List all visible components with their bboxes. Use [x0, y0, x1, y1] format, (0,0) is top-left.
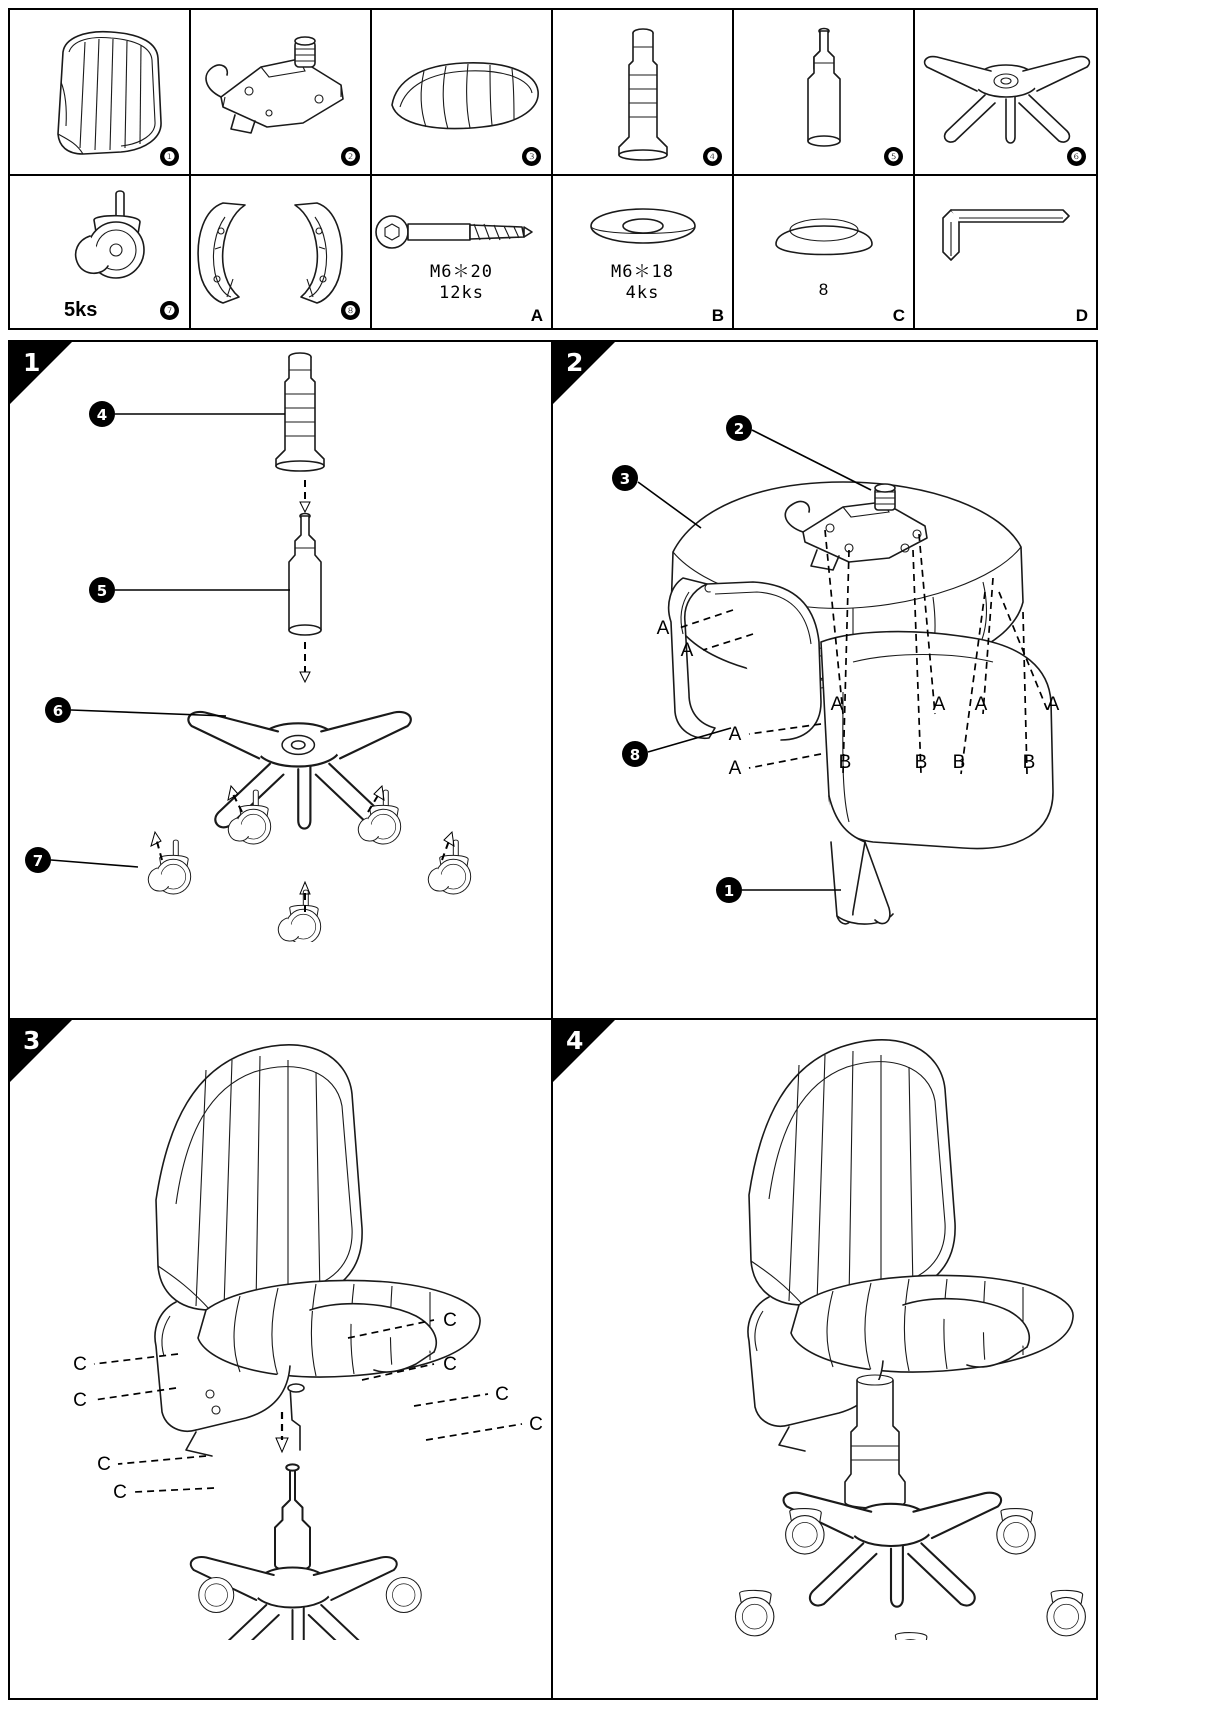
svg-text:A: A [932, 694, 946, 715]
part-cell-tilt-mechanism-plate [191, 10, 372, 176]
part-cell-washer-m6-18 [553, 176, 734, 328]
svg-text:A: A [656, 618, 670, 639]
svg-text:5: 5 [96, 582, 108, 600]
bolt-icon [372, 176, 551, 328]
svg-text:A: A [728, 758, 742, 779]
washer-caption [553, 262, 732, 305]
svg-text:2: 2 [733, 420, 745, 438]
part-cell-five-star-base [915, 10, 1096, 176]
part-marker-8: ❽ [341, 301, 360, 320]
part-marker-2: ❷ [341, 147, 360, 166]
part-cell-gas-cylinder-cover [553, 10, 734, 176]
callout-1 [716, 877, 841, 903]
callout-3 [612, 465, 701, 528]
svg-text:4: 4 [96, 406, 108, 424]
part-marker-B: B [711, 306, 724, 325]
part-cell-cover-cap [734, 176, 915, 328]
svg-text:3: 3 [619, 470, 631, 488]
svg-text:C: C [73, 1390, 87, 1411]
bolt-size: M6＊20 [430, 261, 493, 282]
caster-quantity: 5ks [64, 299, 98, 321]
washer-quantity: 4ks [625, 282, 660, 303]
svg-text:A: A [728, 724, 742, 745]
part-marker-7: ❼ [160, 301, 179, 320]
cover-cap-icon [734, 176, 913, 328]
parts-list-grid [8, 8, 1098, 330]
allen-key-icon [915, 176, 1096, 328]
part-cell-armrest-pair [191, 176, 372, 328]
callout-4 [89, 401, 285, 427]
svg-text:1: 1 [723, 882, 735, 900]
step-1-illustration [10, 342, 551, 1018]
svg-text:C: C [113, 1482, 127, 1503]
part-cell-allen-key [915, 176, 1096, 328]
step-2-illustration [553, 342, 1096, 1018]
part-cell-gas-lift-cylinder [734, 10, 915, 176]
part-marker-6: ❻ [1067, 147, 1086, 166]
step-3-number: 3 [23, 1026, 41, 1055]
svg-text:C: C [495, 1384, 509, 1405]
part-marker-1: ❶ [160, 147, 179, 166]
part-cell-backrest-cushion [10, 10, 191, 176]
callout-8 [622, 728, 731, 767]
washer-size: M6＊18 [611, 261, 674, 282]
svg-text:C: C [529, 1414, 543, 1435]
svg-text:C: C [443, 1310, 457, 1331]
svg-text:C: C [443, 1354, 457, 1375]
callout-2 [726, 415, 871, 490]
callout-7 [25, 847, 138, 873]
bolt-caption [372, 262, 551, 305]
assembly-steps [8, 340, 1098, 1700]
svg-text:C: C [73, 1354, 87, 1375]
bolt-quantity: 12ks [439, 282, 484, 303]
step-panel-1 [10, 342, 553, 1020]
svg-text:C: C [97, 1454, 111, 1475]
svg-text:B: B [914, 752, 928, 773]
step-2-number: 2 [566, 348, 584, 377]
callout-5 [89, 577, 290, 603]
step-panel-2 [553, 342, 1096, 1020]
part-marker-4: ❹ [703, 147, 722, 166]
step-4-number: 4 [566, 1026, 584, 1055]
part-marker-A: A [530, 306, 543, 325]
svg-text:A: A [974, 694, 988, 715]
part-marker-C: C [892, 306, 905, 325]
svg-text:B: B [1022, 752, 1036, 773]
svg-text:6: 6 [52, 702, 64, 720]
svg-text:B: B [952, 752, 966, 773]
part-marker-5: ❺ [884, 147, 903, 166]
step-panel-4 [553, 1020, 1096, 1698]
svg-text:7: 7 [32, 852, 44, 870]
cap-quantity: 8 [818, 280, 829, 299]
svg-text:A: A [680, 640, 694, 661]
svg-text:A: A [1046, 694, 1060, 715]
step-4-illustration [553, 1020, 1096, 1698]
step-panel-3 [10, 1020, 553, 1698]
svg-text:B: B [838, 752, 852, 773]
part-cell-seat-cushion [372, 10, 553, 176]
step-1-number: 1 [23, 348, 41, 377]
washer-icon [553, 176, 732, 328]
svg-text:8: 8 [629, 746, 641, 764]
part-cell-bolt-m6-20 [372, 176, 553, 328]
step-3-illustration [10, 1020, 551, 1698]
part-marker-D: D [1075, 306, 1088, 325]
part-cell-caster-wheel [10, 176, 191, 328]
part-marker-3: ❸ [522, 147, 541, 166]
svg-text:A: A [830, 694, 844, 715]
